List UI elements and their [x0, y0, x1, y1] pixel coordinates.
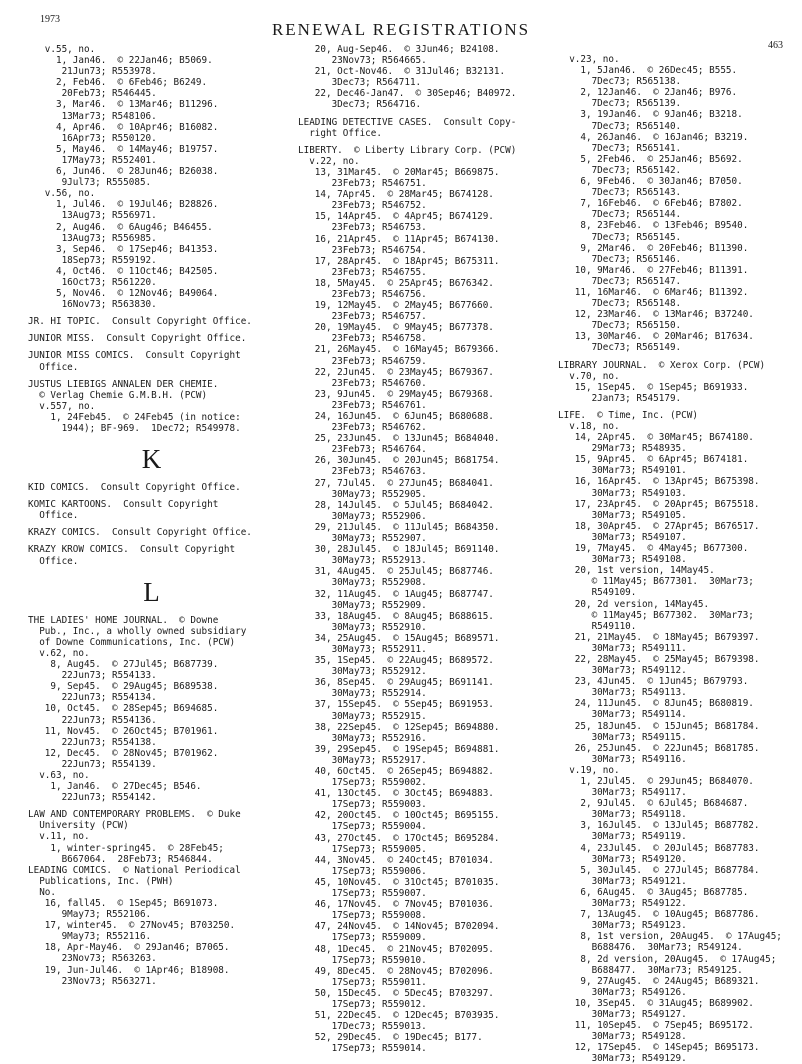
entry-line: 41, 13Oct45. © 3Oct45; B694883. [298, 788, 494, 800]
entry-line: 23Feb73; R546760. [298, 377, 427, 389]
page-year: 1973 [40, 14, 60, 25]
entry-line: 17Sep73; R559002. [298, 777, 427, 789]
entry-line: v.22, no. [298, 155, 360, 167]
entry-line: 23Feb73; R546759. [298, 355, 427, 367]
entry-line: 7Dec73; R565149. [558, 342, 682, 354]
entry-line: 30May73; R552912. [298, 666, 427, 678]
entry-line: 30Mar73; R549112. [558, 665, 687, 677]
entry-line: 30Mar73; R549123. [558, 920, 687, 932]
entry-line: 7Dec73; R565148. [558, 298, 682, 310]
entry-line: 17, 28Apr45. © 18Apr45; B675311. [298, 255, 500, 267]
entry-line: 17Sep73; R559010. [298, 954, 427, 966]
entry-line: KRAZY KROW COMICS. Consult Copyright [28, 544, 236, 556]
entry-line: 22Jun73; R554136. [28, 714, 157, 726]
entry-line: 5, 2Feb46. © 25Jan46; B5692. [558, 153, 743, 165]
entry-line: 17Sep73; R559012. [298, 998, 427, 1010]
entry-line: 16, 16Apr45. © 13Apr45; B675398. [558, 476, 760, 488]
entry-line: 30Mar73; R549103. [558, 487, 687, 499]
entry-line: 25, 23Jun45. © 13Jun45; B684040. [298, 433, 500, 445]
entry-line: 30Mar73; R549119. [558, 831, 687, 843]
page-title: RENEWAL REGISTRATIONS [271, 20, 531, 39]
entry-line: 30Mar73; R549113. [558, 687, 687, 699]
entry-line: 1, Jul46. © 19Jul46; B28826. [28, 199, 219, 211]
entry-line: 29, 21Jul45. © 11Jul45; B684350. [298, 521, 500, 533]
entry-line: R549110. [558, 620, 637, 632]
entry-line: 3, 19Jan46. © 9Jan46; B3218. [558, 109, 743, 121]
entry-line: 7Dec73; R565147. [558, 275, 682, 287]
entry-line: v.62, no. [28, 647, 90, 659]
section-letter-heading: K [141, 444, 162, 475]
entry-line: 17, 23Apr45. © 20Apr45; B675518. [558, 498, 760, 510]
entry-line: © 11May45; B677302. 30Mar73; [558, 609, 754, 621]
entry-line: 30Mar73; R549101. [558, 465, 687, 477]
entry-line: 21, 21May45. © 18May45; B679397. [558, 631, 760, 643]
entry-line: 8, 2d version, 20Aug45. © 17Aug45; [558, 953, 777, 965]
entry-line: 40, 6Oct45. © 26Sep45; B694882. [298, 766, 494, 777]
entry-line: 16Oct73; R561220. [28, 276, 157, 288]
entry-line: 17Sep73; R559005. [298, 843, 427, 855]
entry-line: 27, 7Jul45. © 27Jun45; B684041. [298, 477, 494, 489]
entry-line: 48, 1Dec45. © 21Nov45; B702095. [298, 943, 494, 955]
entry-line: 30May73; R552916. [298, 732, 427, 744]
entry-line: KRAZY COMICS. Consult Copyright Office. [28, 527, 252, 539]
entry-line: v.70, no. [558, 370, 620, 382]
entry-line: 9Jul73; R555085. [28, 177, 152, 189]
entry-line: LEADING COMICS. © National Periodical [28, 864, 241, 876]
entry-line: © 11May45; B677301. 30Mar73; [558, 576, 754, 588]
entry-line: 19, 12May45. © 2May45; B677660. [298, 300, 494, 312]
entry-line: 23Feb73; R546752. [298, 200, 427, 212]
entry-line: 24, 16Jun45. © 6Jun45; B680688. [298, 411, 494, 422]
entry-line: 17Sep73; R559008. [298, 910, 427, 922]
entry-line: 7Dec73; R565150. [558, 320, 682, 332]
entry-line: 23Feb73; R546751. [298, 178, 427, 190]
entry-line: 44, 3Nov45. © 24Oct45; B701034. [298, 854, 494, 866]
entry-line: 30Mar73; R549114. [558, 709, 687, 721]
entry-line: 7Dec73; R565144. [558, 209, 682, 221]
entry-line: 19, Jun-Jul46. © 1Apr46; B18908. [28, 964, 230, 976]
entry-line: 20, 1st version, 14May45. [558, 565, 715, 577]
entry-line: B688477. 30Mar73; R549125. [558, 964, 743, 976]
entry-line: 1, 24Feb45. © 24Feb45 (in notice: [28, 411, 241, 423]
entry-line: 18, 30Apr45. © 27Apr45; B676517. [558, 520, 760, 532]
entry-line: 47, 24Nov45. © 14Nov45; B702094. [298, 921, 500, 933]
entry-line: 2, Aug46. © 6Aug46; B46455. [28, 221, 213, 233]
entry-line: 30Mar73; R549117. [558, 787, 687, 799]
entry-line: 12, Dec45. © 28Nov45; B701962. [28, 747, 219, 759]
entry-line: 10, 9Mar46. © 27Feb46; B11391. [558, 264, 749, 276]
entry-line: 23, 4Jun45. © 1Jun45; B679793. [558, 676, 749, 688]
entry-line: 42, 20Oct45. © 10Oct45; B695155. [298, 810, 500, 822]
entry-line: 30Mar73; R549128. [558, 1031, 687, 1043]
entry-line: 30Mar73; R549121. [558, 875, 687, 887]
entry-line: 23Feb73; R546757. [298, 311, 427, 323]
entry-line: 15, 14Apr45. © 4Apr45; B674129. [298, 211, 494, 223]
entry-line: 11, Nov45. © 26Oct45; B701961. [28, 725, 219, 737]
entry-line: 26, 25Jun45. © 22Jun45; B681785. [558, 742, 760, 754]
entry-line: 23Feb73; R546756. [298, 288, 427, 300]
entry-line: 23Feb73; R546754. [298, 244, 427, 256]
entry-line: 26, 30Jun45. © 20Jun45; B681754. [298, 455, 500, 467]
entry-line: JUNIOR MISS. Consult Copyright Office. [28, 333, 247, 345]
entry-line: 13Aug73; R556971. [28, 210, 157, 222]
entry-line: Publications, Inc. (PWH) [28, 875, 174, 887]
entry-line: 7, 13Aug45. © 10Aug45; B687786. [558, 909, 760, 921]
entry-line: 17, winter45. © 27Nov45; B703250. [28, 920, 236, 932]
entry-line: 1, 5Jan46. © 26Dec45; B555. [558, 65, 738, 77]
entry-line: THE LADIES' HOME JOURNAL. © Downe [28, 614, 219, 626]
entry-line: 30May73; R552905. [298, 488, 427, 500]
entry-line: 1944); BF-969. 1Dec72; R549978. [28, 423, 241, 434]
entry-line: 30May73; R552906. [298, 510, 427, 522]
entry-line: 16Apr73; R550120. [28, 132, 157, 144]
entry-line: JUNIOR MISS COMICS. Consult Copyright [28, 350, 241, 362]
entry-line: 1, Jan46. © 22Jan46; B5069. [28, 55, 213, 67]
entry-line: 43, 27Oct45. © 17Oct45; B695284. [298, 832, 500, 844]
column-left [28, 44, 275, 987]
entry-line: 17Sep73; R559004. [298, 821, 427, 833]
entry-line: 9May73; R552116. [28, 931, 152, 943]
entry-line: 4, Apr46. © 10Apr46; B16082. [28, 121, 219, 133]
entry-line: of Downe Communications, Inc. (PCW) [28, 636, 236, 648]
entry-line: 7Dec73; R565143. [558, 187, 682, 199]
entry-line: 30Mar73; R549115. [558, 731, 687, 743]
entry-line: 2, Feb46. © 6Feb46; B6249. [28, 77, 208, 89]
entry-line: v.11, no. [28, 831, 90, 843]
entry-line: v.19, no. [558, 764, 620, 776]
entry-line: 30May73; R552910. [298, 621, 427, 633]
entry-line: 14, 2Apr45. © 30Mar45; B674180. [558, 432, 754, 444]
entry-line: 36, 8Sep45. © 29Aug45; B691141. [298, 677, 494, 689]
entry-line: 6, 6Aug45. © 3Aug45; B687785. [558, 886, 749, 898]
entry-line: 14, 7Apr45. © 28Mar45; B674128. [298, 189, 494, 201]
entry-line: v.18, no. [558, 421, 620, 432]
entry-line: 22, Dec46-Jan47. © 30Sep46; B40972. [298, 88, 517, 100]
entry-line: 37, 15Sep45. © 5Sep45; B691953. [298, 699, 494, 711]
entry-line: 20, Aug-Sep46. © 3Jun46; B24108. [298, 44, 500, 55]
entry-line: 7Dec73; R565146. [558, 253, 682, 265]
entry-line: v.63, no. [28, 769, 90, 781]
entry-line: 32, 11Aug45. © 1Aug45; B687747. [298, 588, 494, 600]
entry-line: 23Nov73; R564665. [298, 55, 427, 67]
entry-line: 5, 30Jul45. © 27Jul45; B687784. [558, 864, 760, 876]
entry-line: 19, 7May45. © 4May45; B677300. [558, 543, 749, 555]
entry-line: 9, 2Mar46. © 20Feb46; B11390. [558, 242, 749, 254]
entry-line: 20, 2d version, 14May45. [558, 598, 710, 610]
entry-line: 7Dec73; R565141. [558, 142, 682, 154]
entry-line: Office. [28, 510, 79, 522]
entry-line: 30May73; R552909. [298, 599, 427, 611]
entry-line: 21, Oct-Nov46. © 31Jul46; B32131. [298, 66, 506, 78]
entry-line: 15, 9Apr45. © 6Apr45; B674181. [558, 454, 749, 466]
entry-line: 22Jun73; R554133. [28, 670, 157, 682]
entry-line: 13Mar73; R548106. [28, 110, 157, 122]
entry-line: 8, 1st version, 20Aug45. © 17Aug45; [558, 931, 782, 943]
entry-line: 30Mar73; R549108. [558, 554, 687, 566]
entry-line: 22Jun73; R554142. [28, 792, 157, 804]
entry-line: 4, Oct46. © 11Oct46; B42505. [28, 265, 219, 277]
entry-line: 12, 17Sep45. © 14Sep45; B695173. [558, 1042, 760, 1054]
entry-line: 30May73; R552915. [298, 710, 427, 722]
entry-line: 4, 26Jan46. © 16Jan46; B3219. [558, 131, 749, 143]
entry-line: 16, 21Apr45. © 11Apr45; B674130. [298, 233, 500, 245]
column-right [558, 54, 800, 1064]
entry-line: 7Dec73; R565140. [558, 120, 682, 132]
entry-line: 30Mar73; R549105. [558, 509, 687, 521]
entry-line: 25, 18Jun45. © 15Jun45; B681784. [558, 720, 760, 732]
entry-line: 4, 23Jul45. © 20Jul45; B687783. [558, 842, 760, 854]
column-middle [298, 44, 560, 1054]
entry-line: LIBERTY. © Liberty Library Corp. (PCW) [298, 144, 517, 156]
entry-line: 17Sep73; R559007. [298, 888, 427, 900]
entry-line: 18, 5May45. © 25Apr45; B676342. [298, 277, 494, 289]
entry-line: 3, Mar46. © 13Mar46; B11296. [28, 99, 219, 111]
entry-line: 1, 2Jul45. © 29Jun45; B684070. [558, 776, 754, 787]
entry-line: R549109. [558, 587, 637, 599]
entry-line: 45, 10Nov45. © 31Oct45; B701035. [298, 876, 500, 888]
entry-line: 15, 1Sep45. © 1Sep45; B691933. [558, 381, 749, 393]
entry-line: University (PCW) [28, 820, 129, 832]
entry-line: LEADING DETECTIVE CASES. Consult Copy- [298, 116, 517, 128]
entry-line: 30May73; R552908. [298, 577, 427, 589]
entry-line: 30Mar73; R549120. [558, 853, 687, 865]
entry-line: 22Jun73; R554134. [28, 692, 157, 704]
section-letter-heading: L [143, 576, 160, 607]
entry-line: 17Sep73; R559011. [298, 976, 427, 988]
entry-line: 1, winter-spring45. © 28Feb45; [28, 842, 224, 854]
entry-line: 23Feb73; R546764. [298, 444, 427, 456]
page-number: 463 [768, 40, 783, 51]
entry-line: 23Feb73; R546762. [298, 422, 427, 434]
entry-line: 21, 26May45. © 16May45; B679366. [298, 344, 500, 356]
entry-line: B667064. 28Feb73; R546844. [28, 853, 213, 865]
entry-line: 8, 23Feb46. © 13Feb46; B9540. [558, 220, 749, 232]
entry-line: v.55, no. [28, 44, 96, 55]
entry-line: 3Dec73; R564716. [298, 99, 422, 111]
entry-line: 30May73; R552914. [298, 688, 427, 700]
entry-line: 30May73; R552917. [298, 754, 427, 766]
entry-line: 20, 19May45. © 9May45; B677378. [298, 322, 494, 334]
entry-line: B688476. 30Mar73; R549124. [558, 942, 743, 954]
entry-line: 30Mar73; R549111. [558, 642, 687, 654]
entry-line: 49, 8Dec45. © 28Nov45; B702096. [298, 965, 494, 977]
entry-line: LAW AND CONTEMPORARY PROBLEMS. © Duke [28, 809, 241, 821]
entry-line: 9, 27Aug45. © 24Aug45; B689321. [558, 975, 760, 987]
entry-line: 11, 10Sep45. © 7Sep45; B695172. [558, 1020, 754, 1032]
entry-line: 30Mar73; R549122. [558, 898, 687, 910]
entry-line: 16Nov73; R563830. [28, 299, 157, 311]
entry-line: 23Feb73; R546758. [298, 333, 427, 345]
entry-line: 23, 9Jun45. © 29May45; B679368. [298, 388, 494, 400]
entry-line: 30, 28Jul45. © 18Jul45; B691140. [298, 544, 500, 556]
entry-line: right Office. [298, 127, 382, 139]
entry-line: 13, 31Mar45. © 20Mar45; B669875. [298, 166, 500, 178]
entry-line: 1, Jan46. © 27Dec45; B546. [28, 781, 202, 793]
entry-line: 39, 29Sep45. © 19Sep45; B694881. [298, 743, 500, 755]
entry-line: 35, 1Sep45. © 22Aug45; B689572. [298, 655, 494, 667]
entry-line: KOMIC KARTOONS. Consult Copyright [28, 499, 219, 511]
entry-line: 17Sep73; R559014. [298, 1043, 427, 1055]
entry-line: 2, 9Jul45. © 6Jul45; B684687. [558, 798, 749, 810]
entry-line: 38, 22Sep45. © 12Sep45; B694880. [298, 721, 500, 733]
entry-line: 30Mar73; R549116. [558, 753, 687, 765]
entry-line: JUSTUS LIEBIGS ANNALEN DER CHEMIE. [28, 378, 219, 390]
entry-line: 10, 3Sep45. © 31Aug45; B689902. [558, 997, 754, 1009]
entry-line: 30Mar73; R549126. [558, 986, 687, 998]
entry-line: JR. HI TOPIC. Consult Copyright Office. [28, 316, 252, 328]
entry-line: 30Mar73; R549118. [558, 809, 687, 821]
entry-line: 5, Nov46. © 12Nov46; B49064. [28, 288, 219, 300]
entry-line: 9May73; R552106. [28, 909, 152, 921]
entry-line: 13Aug73; R556985. [28, 232, 157, 244]
entry-line: 23Nov73; R563271. [28, 975, 157, 987]
entry-line: 3Dec73; R564711. [298, 77, 422, 89]
entry-line: 22Jun73; R554139. [28, 758, 157, 770]
entry-line: 23Feb73; R546753. [298, 222, 427, 234]
entry-line: Office. [28, 555, 79, 567]
entry-line: 17Sep73; R559006. [298, 865, 427, 877]
entry-line: 2, 12Jan46. © 2Jan46; B976. [558, 87, 738, 99]
entry-line: 17Dec73; R559013. [298, 1021, 427, 1033]
entry-line: 3, Sep46. © 17Sep46; B41353. [28, 243, 219, 255]
entry-line: 30Mar73; R549107. [558, 531, 687, 543]
entry-line: 18, Apr-May46. © 29Jan46; B7065. [28, 942, 230, 954]
entry-line: 50, 15Dec45. © 5Dec45; B703297. [298, 987, 494, 999]
entry-line: 29Mar73; R548935. [558, 443, 687, 455]
entry-line: v.56, no. [28, 188, 96, 200]
entry-line: 16, fall45. © 1Sep45; B691073. [28, 898, 219, 909]
entry-line: LIFE. © Time, Inc. (PCW) [558, 409, 698, 421]
entry-line: LIBRARY JOURNAL. © Xerox Corp. (PCW) [558, 359, 766, 371]
entry-line: 28, 14Jul45. © 5Jul45; B684042. [298, 499, 494, 511]
entry-line: 52, 29Dec45. © 19Dec45; B177. [298, 1032, 483, 1044]
entry-line: 30May73; R552913. [298, 555, 427, 567]
entry-line: 6, 9Feb46. © 30Jan46; B7050. [558, 176, 743, 188]
entry-line: © Verlag Chemie G.M.B.H. (PCW) [28, 389, 208, 401]
entry-line: Pub., Inc., a wholly owned subsidiary [28, 625, 247, 637]
entry-line: 51, 22Dec45. © 12Dec45; B703935. [298, 1010, 500, 1022]
entry-line: 17May73; R552401. [28, 154, 157, 166]
entry-line: 2Jan73; R545179. [558, 392, 682, 404]
entry-line: 3, 16Jul45. © 13Jul45; B687782. [558, 820, 760, 832]
entry-line: 30Mar73; R549129. [558, 1053, 687, 1064]
entry-line: 11, 16Mar46. © 6Mar46; B11392. [558, 286, 749, 298]
entry-line: 7Dec73; R565139. [558, 98, 682, 110]
entry-line: 24, 11Jun45. © 8Jun45; B680819. [558, 698, 754, 710]
entry-line: 9, Sep45. © 29Aug45; B689538. [28, 681, 219, 693]
entry-line: 18Sep73; R559192. [28, 254, 157, 266]
entry-line: 23Feb73; R546755. [298, 266, 427, 278]
entry-line: v.23, no. [558, 54, 620, 65]
entry-line: Office. [28, 361, 79, 373]
entry-line: 21Jun73; R553978. [28, 66, 157, 78]
entry-line: 30May73; R552907. [298, 533, 427, 545]
entry-line: 13, 30Mar46. © 20Mar46; B17634. [558, 331, 754, 343]
entry-line: 22, 2Jun45. © 23May45; B679367. [298, 366, 494, 378]
entry-line: 10, Oct45. © 28Sep45; B694685. [28, 703, 219, 715]
entry-line: 6, Jun46. © 28Jun46; B26038. [28, 166, 219, 178]
entry-line: 7Dec73; R565145. [558, 231, 682, 243]
entry-line: 17Sep73; R559009. [298, 932, 427, 944]
entry-line: 5, May46. © 14May46; B19757. [28, 143, 219, 155]
entry-line: KID COMICS. Consult Copyright Office. [28, 482, 241, 494]
entry-line: 23Nov73; R563263. [28, 953, 157, 965]
entry-line: 17Sep73; R559003. [298, 799, 427, 811]
entry-line: 7Dec73; R565138. [558, 76, 682, 88]
entry-line: v.557, no. [28, 400, 96, 412]
entry-line: 7Dec73; R565142. [558, 164, 682, 176]
entry-line: 7, 16Feb46. © 6Feb46; B7802. [558, 198, 743, 210]
entry-line: 23Feb73; R546761. [298, 399, 427, 411]
entry-line: 23Feb73; R546763. [298, 466, 427, 478]
entry-line: 30May73; R552911. [298, 643, 427, 655]
entry-line: 34, 25Aug45. © 15Aug45; B689571. [298, 632, 500, 644]
entry-line: 22Jun73; R554138. [28, 736, 157, 748]
entry-line: No. [28, 886, 56, 898]
entry-line: 22, 28May45. © 25May45; B679398. [558, 653, 760, 665]
entry-line: 46, 17Nov45. © 7Nov45; B701036. [298, 899, 494, 911]
entry-line: 20Feb73; R546445. [28, 88, 157, 100]
entry-line: 31, 4Aug45. © 25Jul45; B687746. [298, 566, 494, 578]
entry-line: 12, 23Mar46. © 13Mar46; B37240. [558, 309, 754, 321]
entry-line: 8, Aug45. © 27Jul45; B687739. [28, 659, 219, 671]
entry-line: 30Mar73; R549127. [558, 1008, 687, 1020]
entry-line: 33, 18Aug45. © 8Aug45; B688615. [298, 610, 494, 622]
